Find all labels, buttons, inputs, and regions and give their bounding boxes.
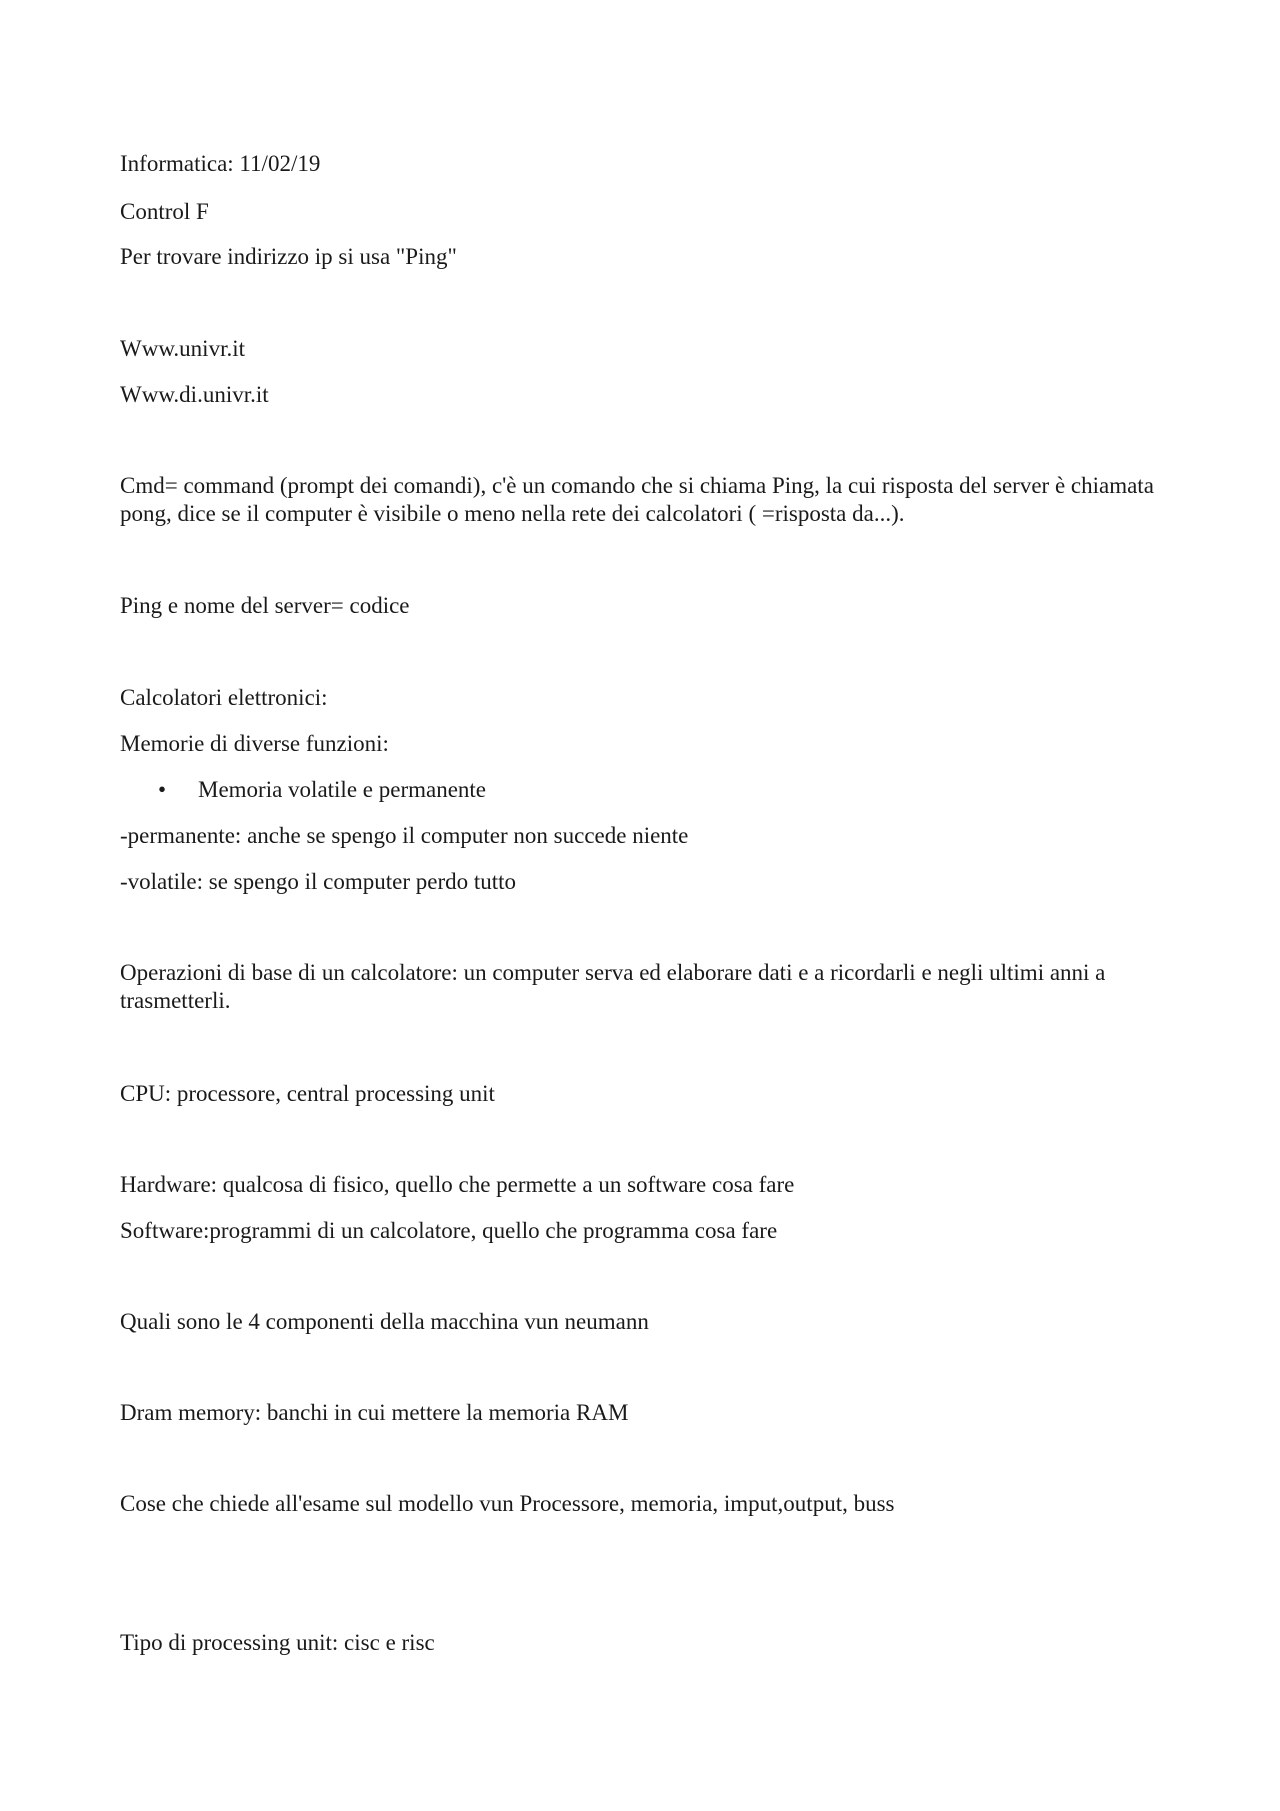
note-line-dram: Dram memory: banchi in cui mettere la memoria RAM [120,1400,629,1425]
note-line-permanente: -permanente: anche se spengo il computer non succede niente [120,823,689,848]
note-line-esame: Cose che chiede all'esame sul modello vun Processore, memoria, imput,output, buss [120,1491,895,1516]
note-line-calcolatori: Calcolatori elettronici: [120,685,328,710]
note-line-volatile: -volatile: se spengo il computer perdo tutto [120,869,517,894]
note-paragraph-operazioni: Operazioni di base di un calcolatore: un computer serva ed elaborare dati e a ricordarli e negli ultimi anni a trasmetterli. [120,960,1106,1013]
note-line-componenti: Quali sono le 4 componenti della macchina vun neumann [120,1309,649,1334]
note-line-tipo: Tipo di processing unit: cisc e risc [120,1630,435,1655]
note-line-cpu: CPU: processore, central processing unit [120,1081,495,1106]
note-line-ping-find: Per trovare indirizzo ip si usa "Ping" [120,244,457,269]
note-line-memorie: Memorie di diverse funzioni: [120,731,389,756]
bullet-text-memoria: Memoria volatile e permanente [198,777,487,802]
note-line-univr: Www.univr.it [120,336,245,361]
note-line-control-f: Control F [120,199,209,224]
note-line-ping-server: Ping e nome del server= codice [120,593,410,618]
note-line-software: Software:programmi di un calcolatore, quello che programma cosa fare [120,1218,778,1243]
document-title: Informatica: 11/02/19 [120,151,321,176]
note-paragraph-cmd: Cmd= command (prompt dei comandi), c'è un comando che si chiama Ping, la cui risposta del server è chiamata pong, dice se il computer è visibile o meno nella rete dei calcolatori ( =risposta da...). [120,473,1154,526]
bullet-icon: • [158,777,167,802]
note-line-hardware: Hardware: qualcosa di fisico, quello che permette a un software cosa fare [120,1172,795,1197]
note-line-di-univr: Www.di.univr.it [120,382,269,407]
